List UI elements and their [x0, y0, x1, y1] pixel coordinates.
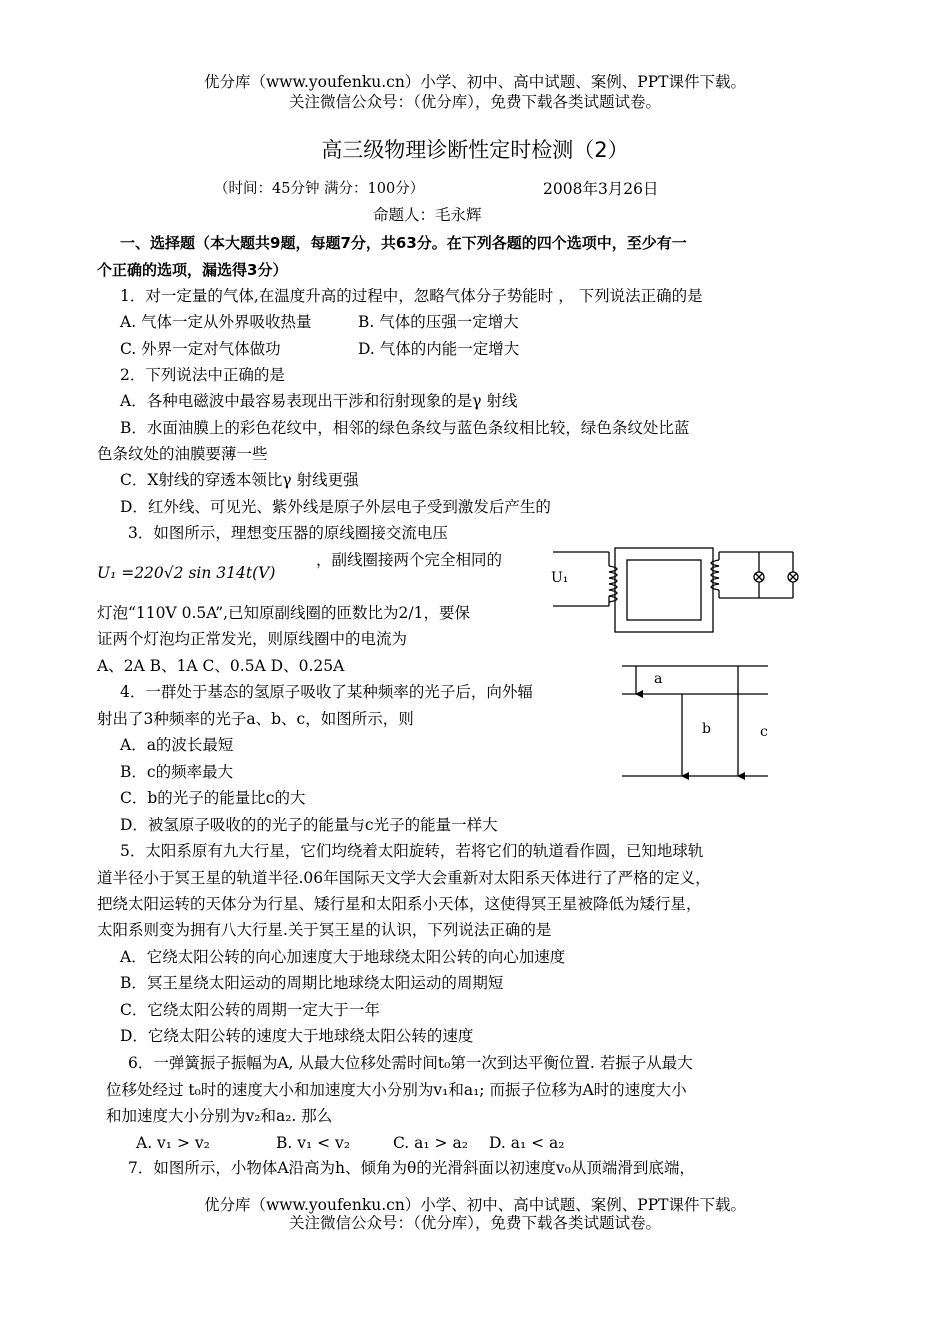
q1-option-b: B. 气体的压强一定增大 [358, 313, 519, 331]
footer-line-1: 优分库（www.youfenku.cn）小学、初中、高中试题、案例、PPT课件下载。 [203, 1196, 747, 1214]
q6-stem-2: 位移处经过 t₀时的速度大小和加速度大小分别为v₁和a₁; 而振子位移为A时的速度大小 [106, 1081, 687, 1099]
q3-options: A、2A B、1A C、0.5A D、0.25A [97, 657, 345, 675]
transformer-figure [545, 540, 805, 640]
q1-option-a: A. 气体一定从外界吸收热量 [120, 313, 312, 331]
q5-stem-3: 把绕太阳运转的天体分为行星、矮行星和太阳系小天体，这使得冥王星被降低为矮行星， [97, 895, 702, 913]
q2-stem: 2．下列说法中正确的是 [120, 366, 285, 384]
q6-option-c: C. a₁ > a₂ [393, 1134, 468, 1152]
footer-line-2: 关注微信公众号：（优分库），免费下载各类试题试卷。 [288, 1214, 661, 1232]
q2-option-b: B．水面油膜上的彩色花纹中，相邻的绿色条纹与蓝色条纹相比较，绿色条纹处比蓝 [120, 419, 690, 437]
section-heading: 一、选择题（本大题共9题，每题7分，共63分。在下列各题的四个选项中，至少有一 [120, 234, 687, 252]
author: 命题人：毛永辉 [373, 206, 482, 224]
header-line-1: 优分库（www.youfenku.cn）小学、初中、高中试题、案例、PPT课件下载。 [203, 73, 747, 91]
q5-stem-1: 5．太阳系原有九大行星，它们均绕着太阳旋转，若将它们的轨道看作圆，已知地球轨 [120, 842, 704, 860]
q1-option-d: D. 气体的内能一定增大 [358, 340, 520, 358]
q4-option-a: A．a的波长最短 [120, 736, 234, 754]
q4-option-b: B．c的频率最大 [120, 763, 234, 781]
q4-option-d: D．被氢原子吸收的的光子的能量与c光子的能量一样大 [120, 816, 498, 834]
label-b: b [702, 721, 711, 737]
time-score: （时间：45分钟 满分：100分） [214, 181, 425, 197]
primary-coil [609, 566, 617, 602]
q3-stem-2: ，副线圈接两个完全相同的 [316, 551, 503, 569]
section-heading-cont: 个正确的选项，漏选得3分） [97, 261, 288, 279]
label-c: c [760, 724, 768, 740]
q3-stem-3: 灯泡“110V 0.5A”,已知原副线圈的匝数比为2/1，要保 [97, 604, 470, 622]
u1-label: U₁ [551, 570, 569, 586]
q3-stem-4: 证两个灯泡均正常发光，则原线圈中的电流为 [97, 630, 408, 648]
q2-option-b-cont: 色条纹处的油膜要薄一些 [97, 445, 268, 463]
q5-option-c: C．它绕太阳公转的周期一定大于一年 [120, 1001, 380, 1019]
q5-stem-2: 道半径小于冥王星的轨道半径.06年国际天文学大会重新对太阳系天体进行了严格的定义， [97, 869, 711, 887]
core-inner [627, 560, 701, 620]
energy-level-figure [620, 658, 770, 783]
q3-formula: U₁ =220√2 sin 314t(V) [97, 564, 276, 582]
date: 2008年3月26日 [543, 180, 659, 198]
q4-stem-2: 射出了3种频率的光子a、b、c，如图所示，则 [97, 710, 414, 728]
q6-stem-1: 6．一弹簧振子振幅为A, 从最大位移处需时间t₀第一次到达平衡位置. 若振子从最大 [128, 1054, 693, 1072]
q4-option-c: C．b的光子的能量比c的大 [120, 789, 306, 807]
q6-option-a: A. v₁ > v₂ [136, 1134, 210, 1152]
q5-option-a: A．它绕太阳公转的向心加速度大于地球绕太阳公转的向心加速度 [120, 948, 566, 966]
q6-option-d: D. a₁ < a₂ [489, 1134, 565, 1152]
q2-option-c: C．X射线的穿透本领比γ 射线更强 [120, 471, 359, 489]
q2-option-d: D．红外线、可见光、紫外线是原子外层电子受到激发后产生的 [120, 498, 551, 516]
q6-option-b: B. v₁ < v₂ [276, 1134, 351, 1152]
label-a: a [654, 671, 663, 687]
page-title: 高三级物理诊断性定时检测（2） [321, 138, 629, 162]
q1-stem: 1．对一定量的气体,在温度升高的过程中，忽略气体分子势能时 ， 下列说法正确的是 [120, 287, 703, 305]
header-line-2: 关注微信公众号：（优分库），免费下载各类试题试卷。 [288, 93, 661, 111]
secondary-coil [711, 560, 719, 590]
q1-option-c: C. 外界一定对气体做功 [120, 340, 281, 358]
q2-option-a: A．各种电磁波中最容易表现出干涉和衍射现象的是γ 射线 [120, 392, 518, 410]
q5-option-d: D．它绕太阳公转的速度大于地球绕太阳公转的速度 [120, 1027, 474, 1045]
q4-stem-1: 4．一群处于基态的氢原子吸收了某种频率的光子后，向外辐 [120, 683, 533, 701]
q5-stem-4: 太阳系则变为拥有八大行星.关于冥王星的认识，下列说法正确的是 [97, 921, 552, 939]
q6-stem-3: 和加速度大小分别为v₂和a₂. 那么 [106, 1107, 333, 1125]
q3-stem-1: 3．如图所示，理想变压器的原线圈接交流电压 [128, 524, 448, 542]
q5-option-b: B．冥王星绕太阳运动的周期比地球绕太阳运动的周期短 [120, 974, 504, 992]
q7-stem-1: 7．如图所示，小物体A沿高为h、倾角为θ的光滑斜面以初速度v₀从顶端滑到底端， [128, 1159, 695, 1177]
